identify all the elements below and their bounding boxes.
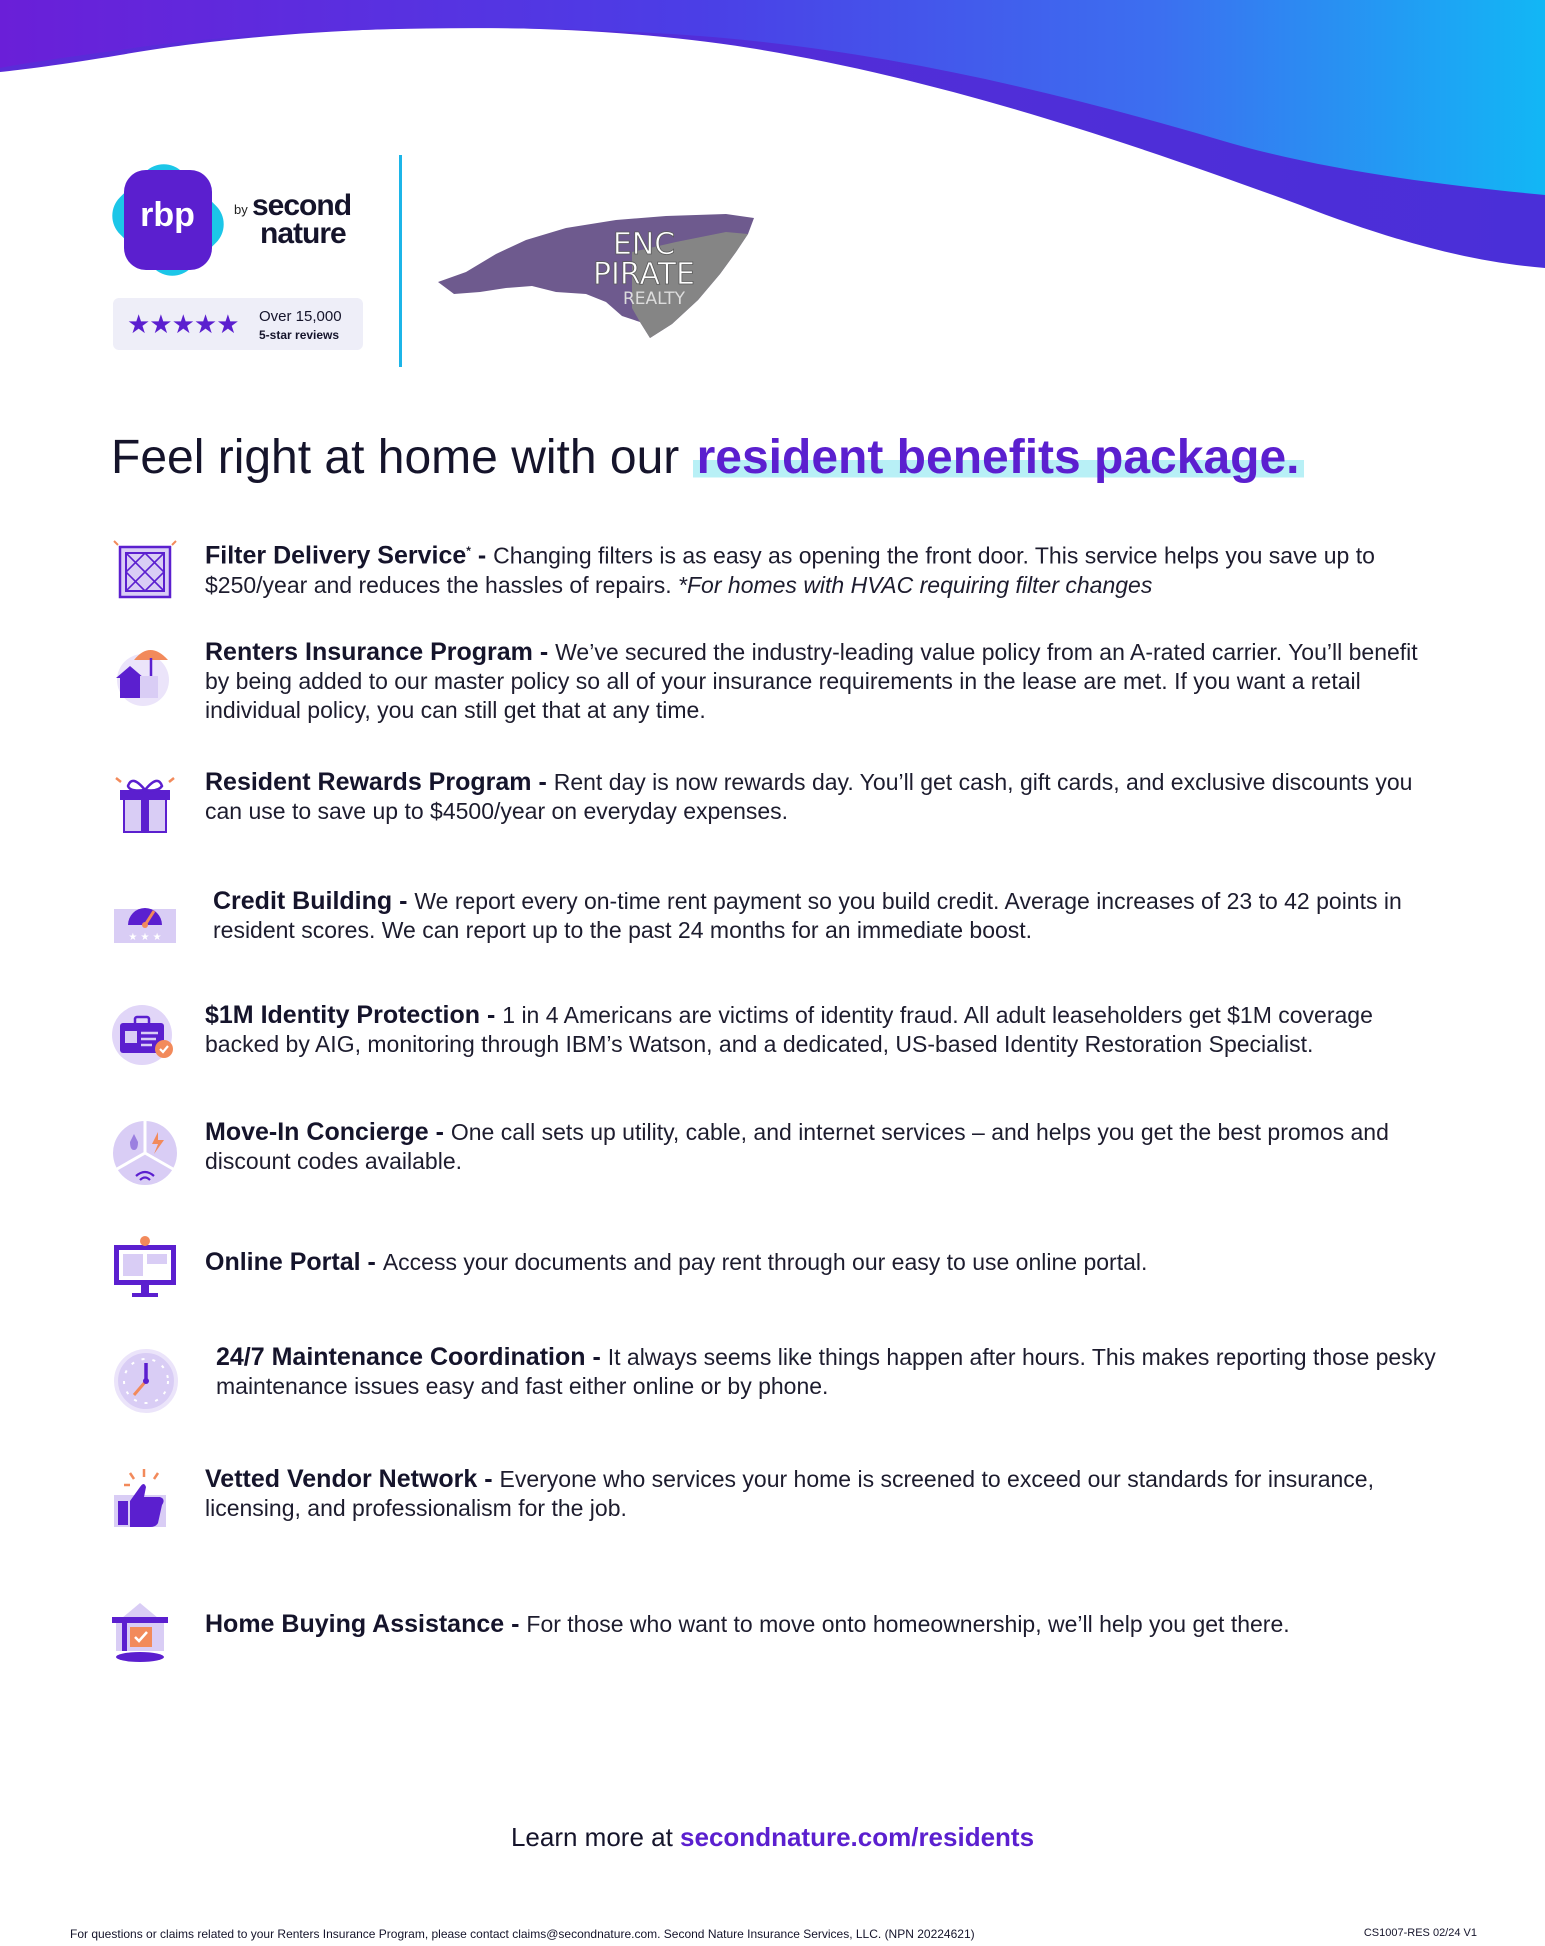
clock-icon	[110, 1343, 180, 1413]
reviews-badge	[113, 298, 363, 350]
brand-by: by	[234, 202, 248, 217]
learn-more-lead: Learn more at	[510, 1822, 681, 1852]
benefit-title: Online Portal	[205, 1248, 361, 1276]
page-headline	[111, 428, 1441, 488]
home-check-icon	[110, 1595, 180, 1665]
benefit-title: Resident Rewards Program	[205, 768, 532, 796]
learn-more	[0, 1822, 1545, 1853]
benefit-description: Changing filters is as easy as opening the front door. This service helps you save up to $250/year and reduces the hassles of repairs.	[205, 542, 1375, 598]
benefit-title: Credit Building	[213, 887, 393, 915]
filter-icon	[110, 537, 180, 607]
benefit-description: It always seems like things happen after hours. This makes reporting those pesky maintenance issues easy and fast either online or by phone.	[216, 1344, 1436, 1399]
utilities-icon	[110, 1118, 180, 1188]
partner-line1: ENC	[612, 227, 676, 262]
headline-highlight: resident benefits package.	[693, 431, 1304, 484]
brand-name-line1: second	[252, 189, 352, 222]
benefit-description: Access your documents and pay rent through our easy to use online portal.	[382, 1249, 1148, 1275]
benefit-description: We’ve secured the industry-leading value policy from an A-rated carrier. You’ll benefit by being added to our master policy so all of your insurance requirements in the lease are met. If you want a retail individual policy, you can still get that at any time.	[205, 639, 1418, 723]
benefit-title: 24/7 Maintenance Coordination	[216, 1343, 586, 1371]
headline-lead: Feel right at home with our	[111, 431, 693, 484]
rbp-logo-text: rbp	[140, 196, 195, 234]
benefit-title: $1M Identity Protection	[205, 1001, 481, 1029]
reviews-label: 5-star reviews	[259, 328, 340, 342]
benefit-title: Move-In Concierge	[205, 1118, 429, 1146]
five-star-icon: ★★★★★	[127, 309, 239, 339]
benefit-description: One call sets up utility, cable, and internet services – and helps you get the best promos and discount codes available.	[205, 1119, 1389, 1174]
benefit-title: Home Buying Assistance	[205, 1610, 505, 1638]
benefit-title: Filter Delivery Service	[205, 541, 467, 570]
svg-text:★ ★ ★: ★ ★ ★	[128, 932, 162, 943]
partner-line3: REALTY	[622, 289, 686, 309]
credit-gauge-icon	[110, 887, 180, 957]
document-code: CS1007-RES 02/24 V1	[1363, 1927, 1477, 1939]
logo-divider	[399, 155, 402, 367]
umbrella-house-icon	[110, 638, 180, 708]
thumbs-up-icon	[110, 1465, 180, 1535]
benefit-description: For those who want to move onto homeownership, we’ll help you get there.	[526, 1611, 1290, 1637]
reviews-count: Over 15,000	[259, 308, 342, 325]
learn-more-link[interactable]: secondnature.com/residents	[680, 1822, 1035, 1852]
partner-logo	[436, 212, 762, 340]
benefit-title: Renters Insurance Program	[205, 638, 533, 666]
benefit-description: We report every on-time rent payment so you build credit. Average increases of 23 to 42 points in resident scores. We can report up to the past 24 months for an immediate boost.	[213, 888, 1402, 943]
id-card-icon	[110, 1001, 180, 1071]
footer-disclaimer: For questions or claims related to your Renters Insurance Program, please contact claims@secondnature.com. Second Nature Insurance Services, LLC. (NPN 20224621)	[70, 1927, 975, 1941]
partner-line2: PIRATE	[592, 257, 696, 292]
benefit-description: Everyone who services your home is screened to exceed our standards for insurance, licensing, and professionalism for the job.	[205, 1466, 1374, 1521]
gift-icon	[110, 768, 180, 838]
monitor-icon	[110, 1233, 180, 1303]
benefit-description: Rent day is now rewards day. You’ll get cash, gift cards, and exclusive discounts you can use to save up to $4500/year on everyday expenses.	[205, 769, 1413, 824]
brand-name-line2: nature	[260, 217, 346, 250]
benefit-title: Vetted Vendor Network	[205, 1465, 478, 1493]
benefit-description: 1 in 4 Americans are victims of identity fraud. All adult leaseholders get $1M coverage backed by AIG, monitoring through IBM’s Watson, and a dedicated, US-based Identity Restoration Specialist.	[205, 1002, 1373, 1057]
brand-logo-block	[110, 162, 370, 362]
benefit-note: *For homes with HVAC requiring filter changes	[671, 571, 1153, 598]
